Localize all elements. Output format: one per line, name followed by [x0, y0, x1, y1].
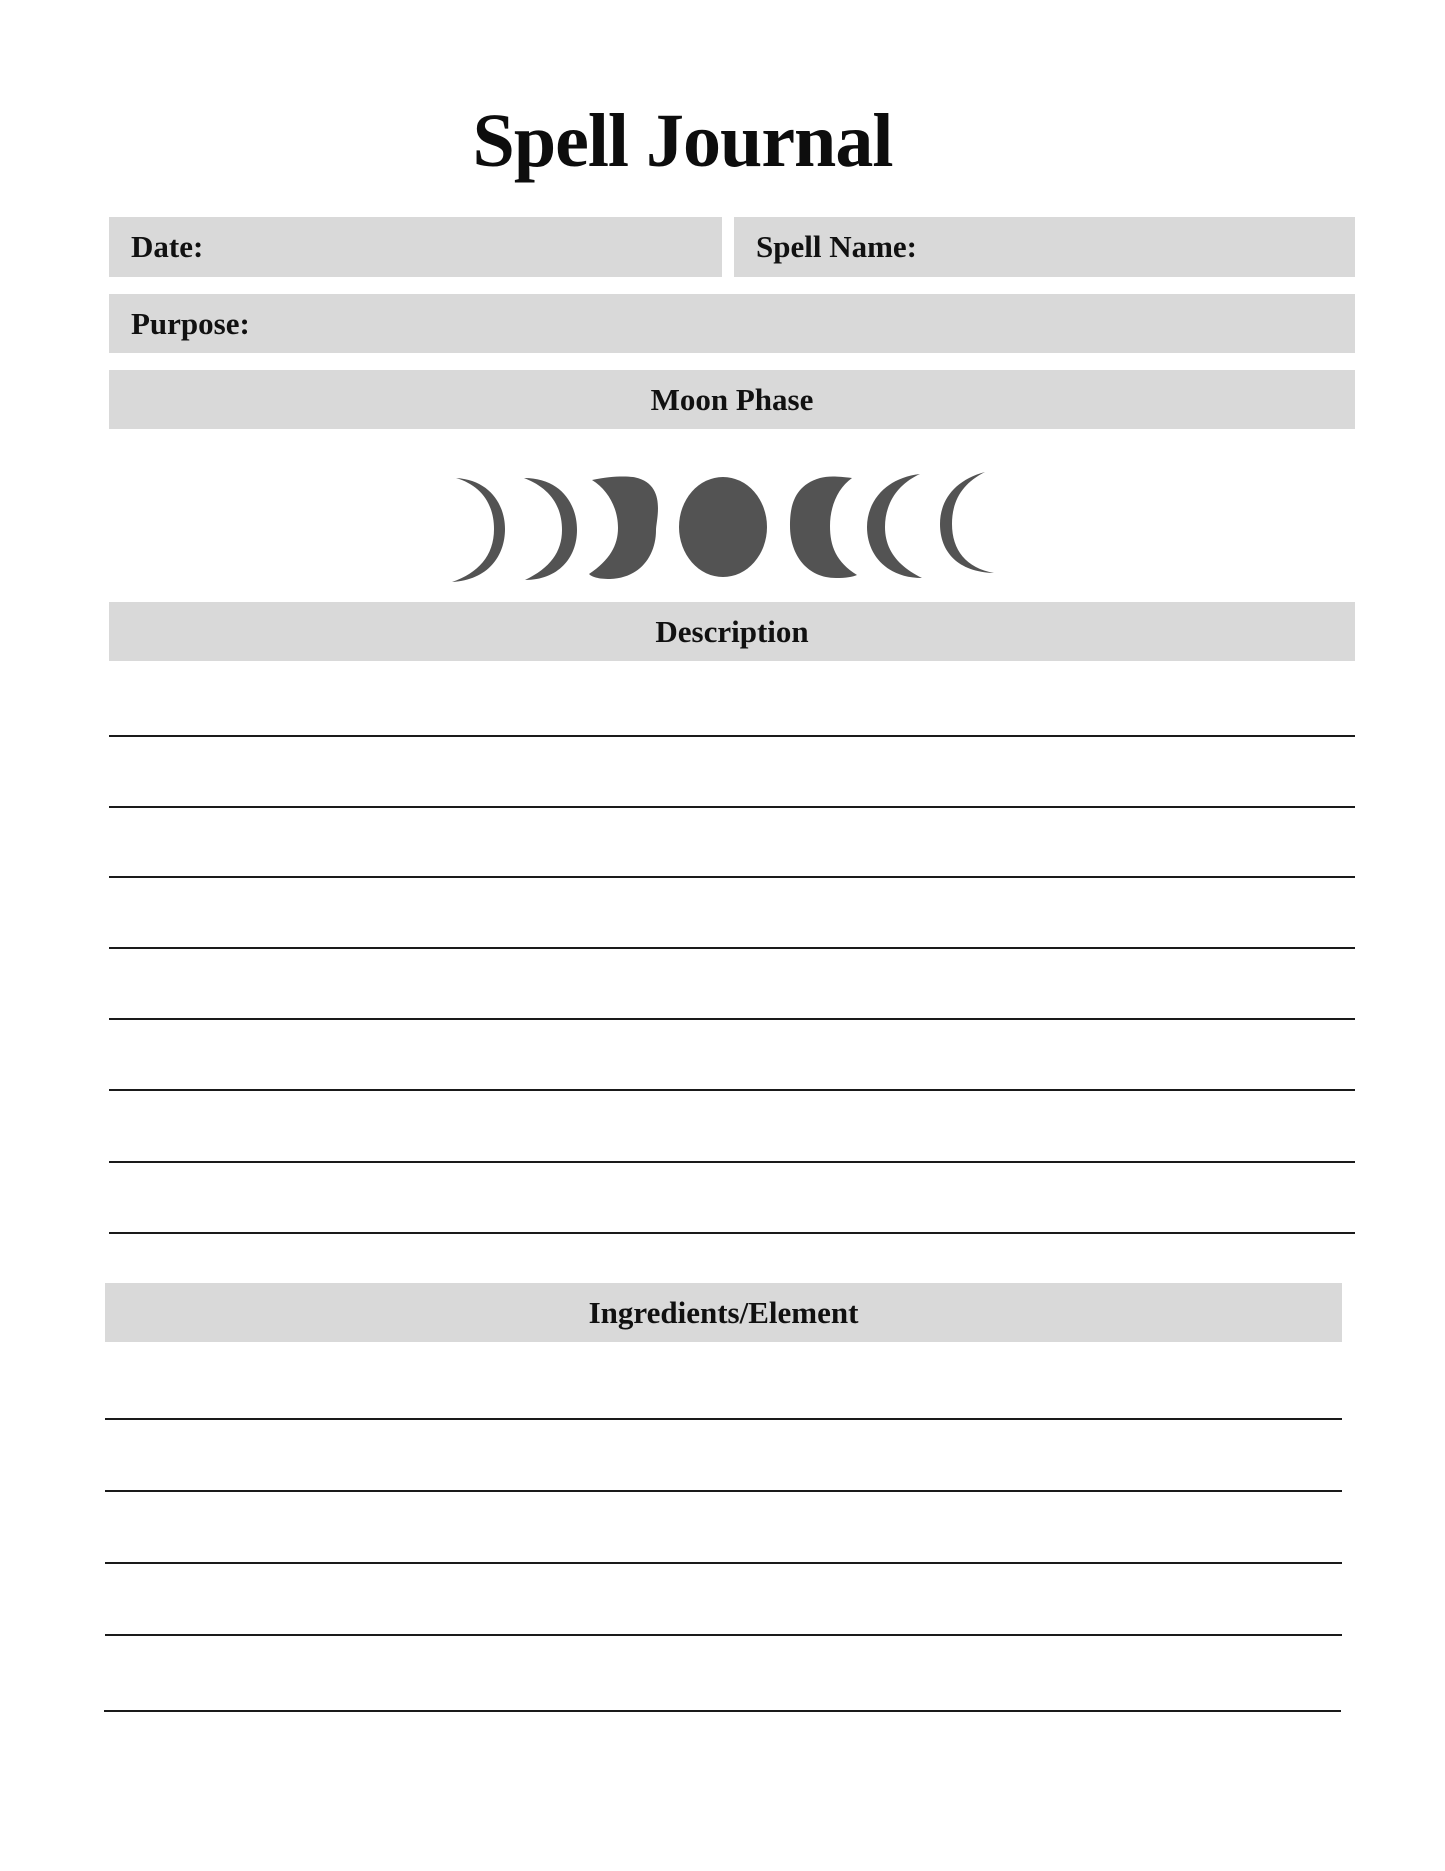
- description-line[interactable]: [109, 1089, 1355, 1091]
- ingredient-line[interactable]: [105, 1634, 1342, 1636]
- description-header: [109, 602, 1355, 661]
- purpose-field[interactable]: [109, 294, 1355, 353]
- description-line[interactable]: [109, 1018, 1355, 1020]
- moon-waning-crescent-icon: [867, 474, 922, 578]
- description-line[interactable]: [109, 735, 1355, 737]
- date-field[interactable]: [109, 217, 722, 277]
- ingredient-line[interactable]: [105, 1418, 1342, 1420]
- purpose-label: Purpose:: [131, 305, 250, 341]
- moon-waning-crescent-thin-icon: [940, 472, 994, 573]
- ingredients-header: [105, 1283, 1342, 1342]
- moon-waning-gibbous-icon: [790, 477, 857, 579]
- page-title: Spell Journal: [472, 99, 893, 183]
- description-line[interactable]: [109, 1161, 1355, 1163]
- spell-name-field[interactable]: [734, 217, 1355, 277]
- moon-phases-row: [450, 470, 1010, 590]
- moon-waxing-crescent-thin-icon: [452, 478, 505, 582]
- date-label: Date:: [131, 229, 204, 264]
- moon-first-quarter-icon: [589, 476, 658, 579]
- moon-waxing-crescent-icon: [524, 478, 577, 580]
- description-line[interactable]: [109, 806, 1355, 808]
- ingredient-line[interactable]: [104, 1710, 1341, 1712]
- moon-full-icon: [679, 477, 767, 577]
- description-line[interactable]: [109, 947, 1355, 949]
- ingredient-line[interactable]: [105, 1562, 1342, 1564]
- ingredient-line[interactable]: [105, 1490, 1342, 1492]
- ingredients-label: Ingredients/Element: [588, 1294, 859, 1330]
- moon-phase-header: [109, 370, 1355, 429]
- moon-phase-label: Moon Phase: [650, 381, 814, 417]
- spell-name-label: Spell Name:: [756, 229, 918, 264]
- description-label: Description: [655, 613, 809, 649]
- description-line[interactable]: [109, 1232, 1355, 1234]
- description-line[interactable]: [109, 876, 1355, 878]
